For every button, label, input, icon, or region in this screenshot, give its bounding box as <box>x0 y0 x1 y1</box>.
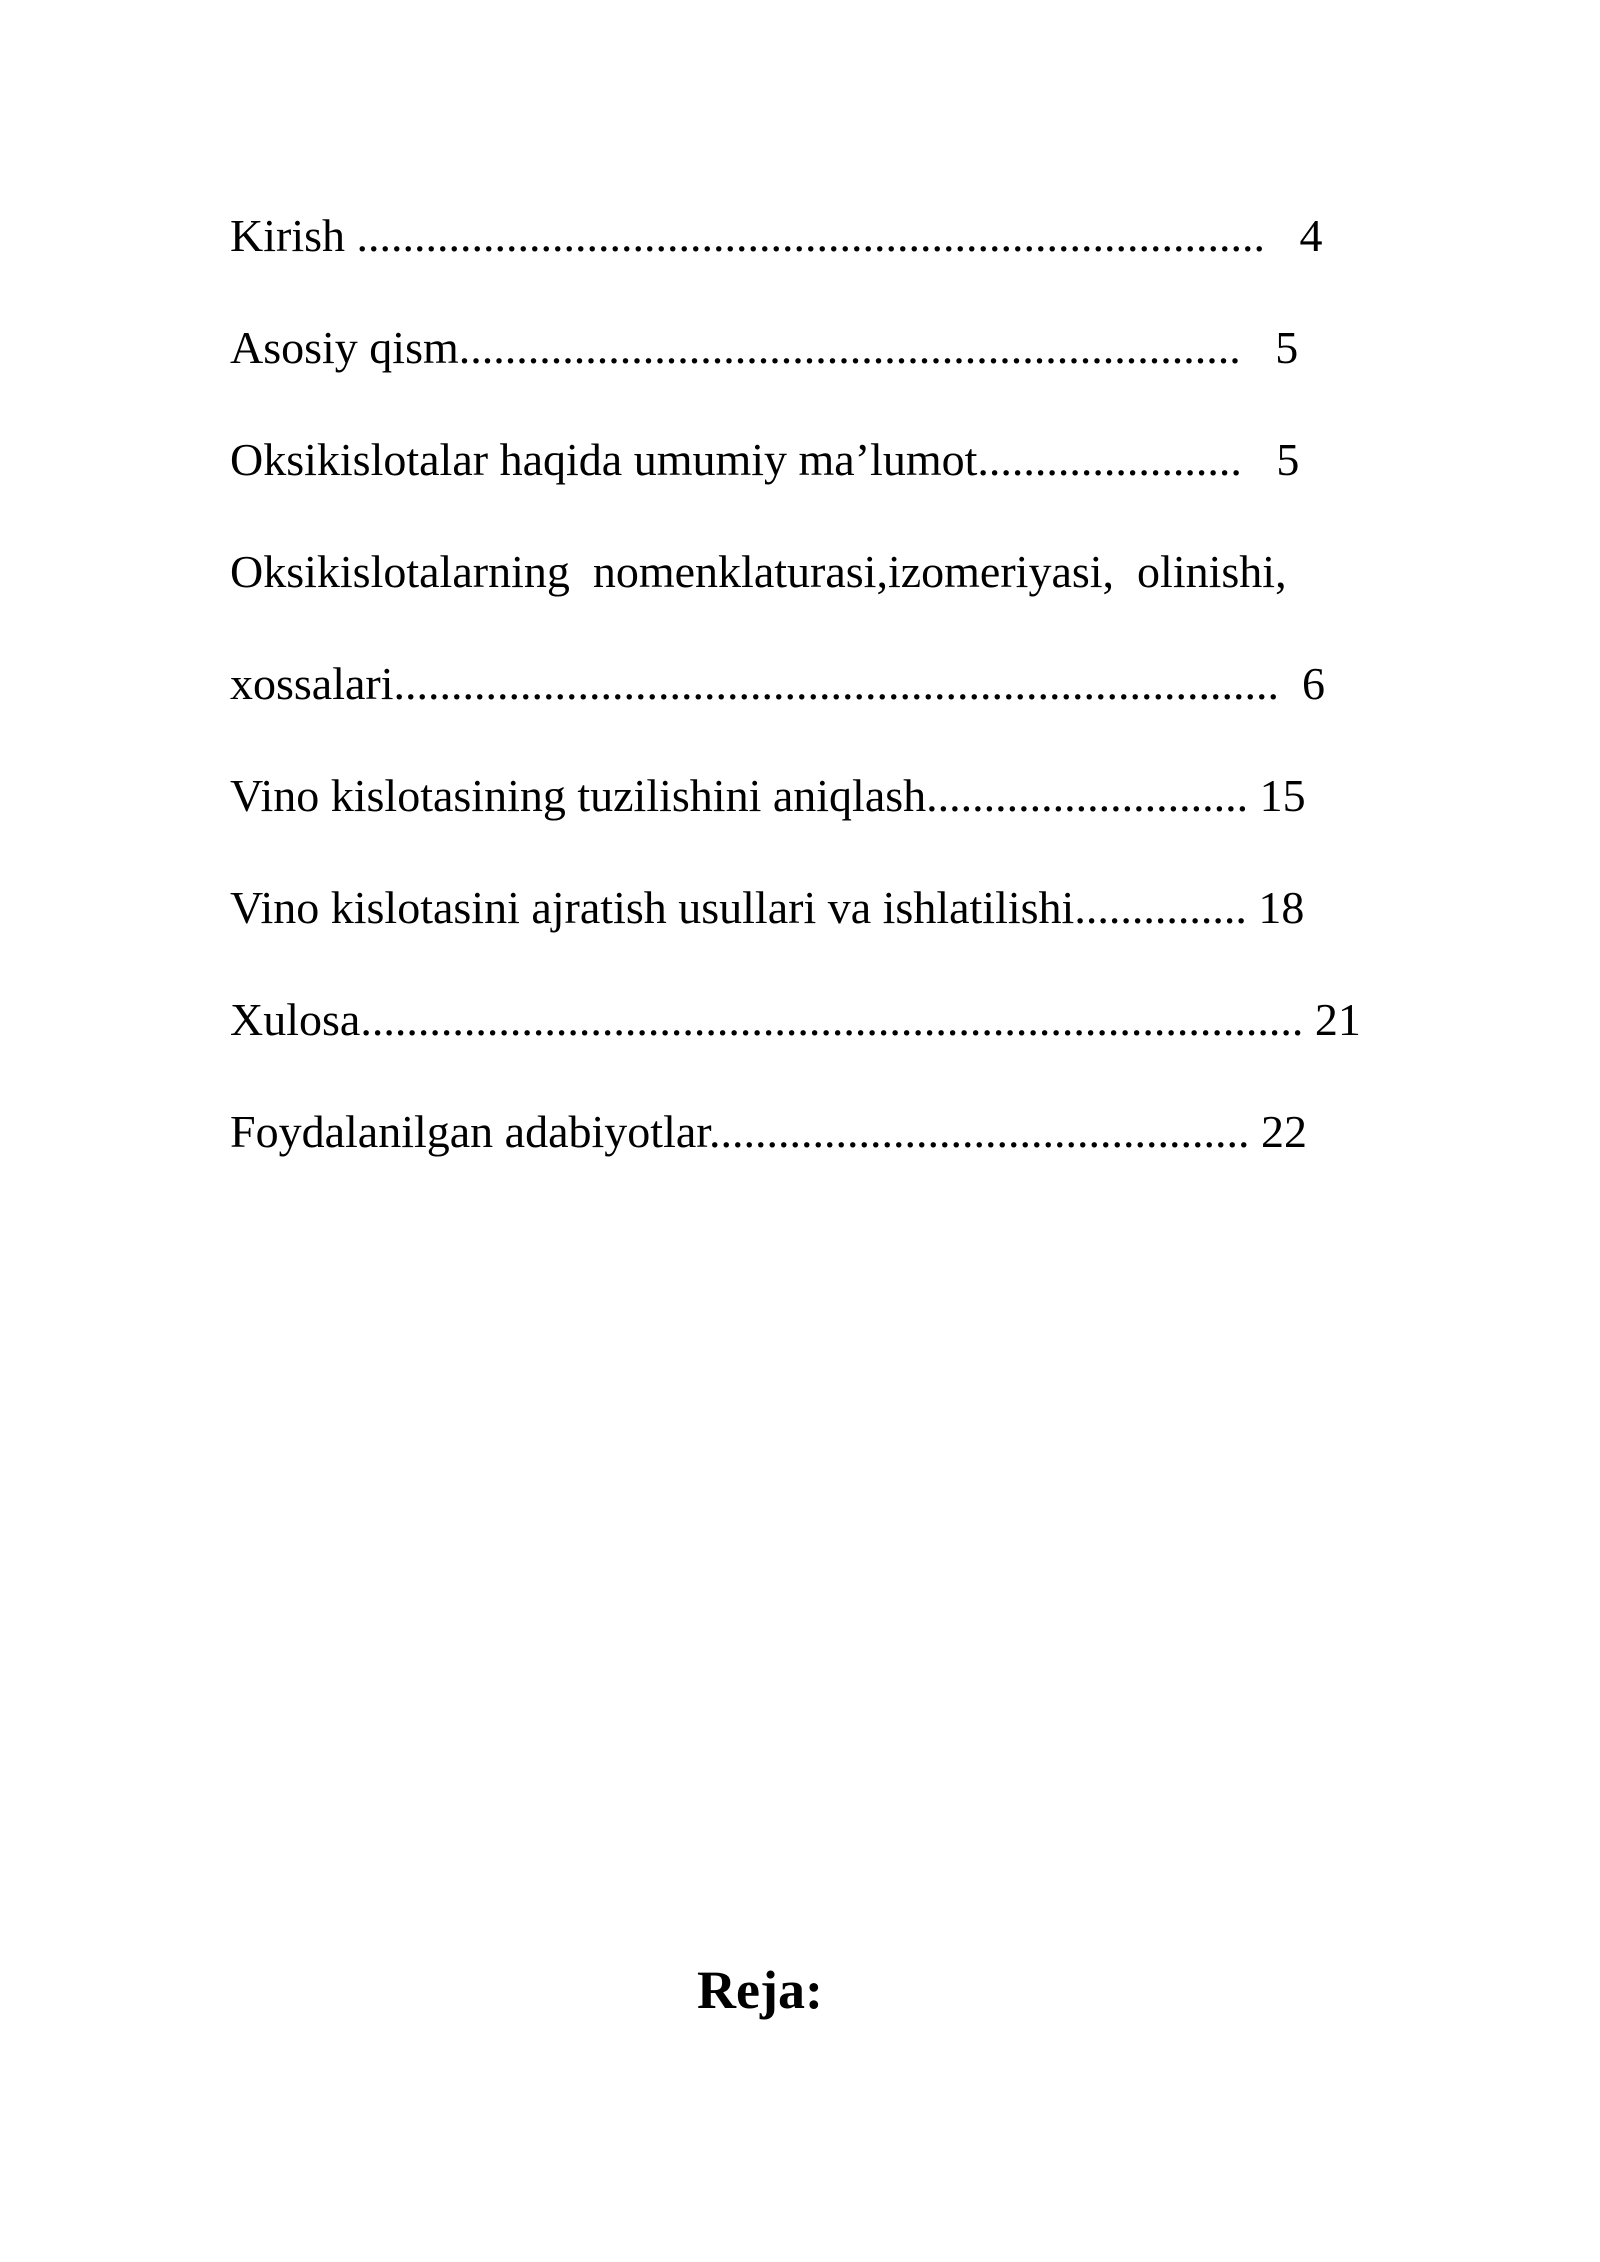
toc-entry-umumiy-malumot: Oksikislotalar haqida umumiy ma’lumot....................... 5 <box>230 434 1300 485</box>
toc-entry-nomenklatura-line2: xossalari............................................................................. 6 <box>230 658 1326 709</box>
toc-entry-xulosa: Xulosa.................................................................................. 21 <box>230 994 1361 1045</box>
toc-entry-ajratish-usullari: Vino kislotasini ajratish usullari va ishlatilishi............... 18 <box>230 882 1305 933</box>
toc-entry-asosiy-qism: Asosiy qism.................................................................... 5 <box>230 322 1299 373</box>
toc-entry-tuzilishi: Vino kislotasining tuzilishini aniqlash............................ 15 <box>230 770 1306 821</box>
toc-entry-nomenklatura-line1: Oksikislotalarning nomenklaturasi,izomeriyasi, olinishi, <box>230 546 1287 597</box>
toc-entry-adabiyotlar: Foydalanilgan adabiyotlar............................................... 22 <box>230 1106 1308 1157</box>
page-title: Reja: <box>697 1960 823 2020</box>
toc-entry-kirish: Kirish ............................................................................... 4 <box>230 210 1323 261</box>
